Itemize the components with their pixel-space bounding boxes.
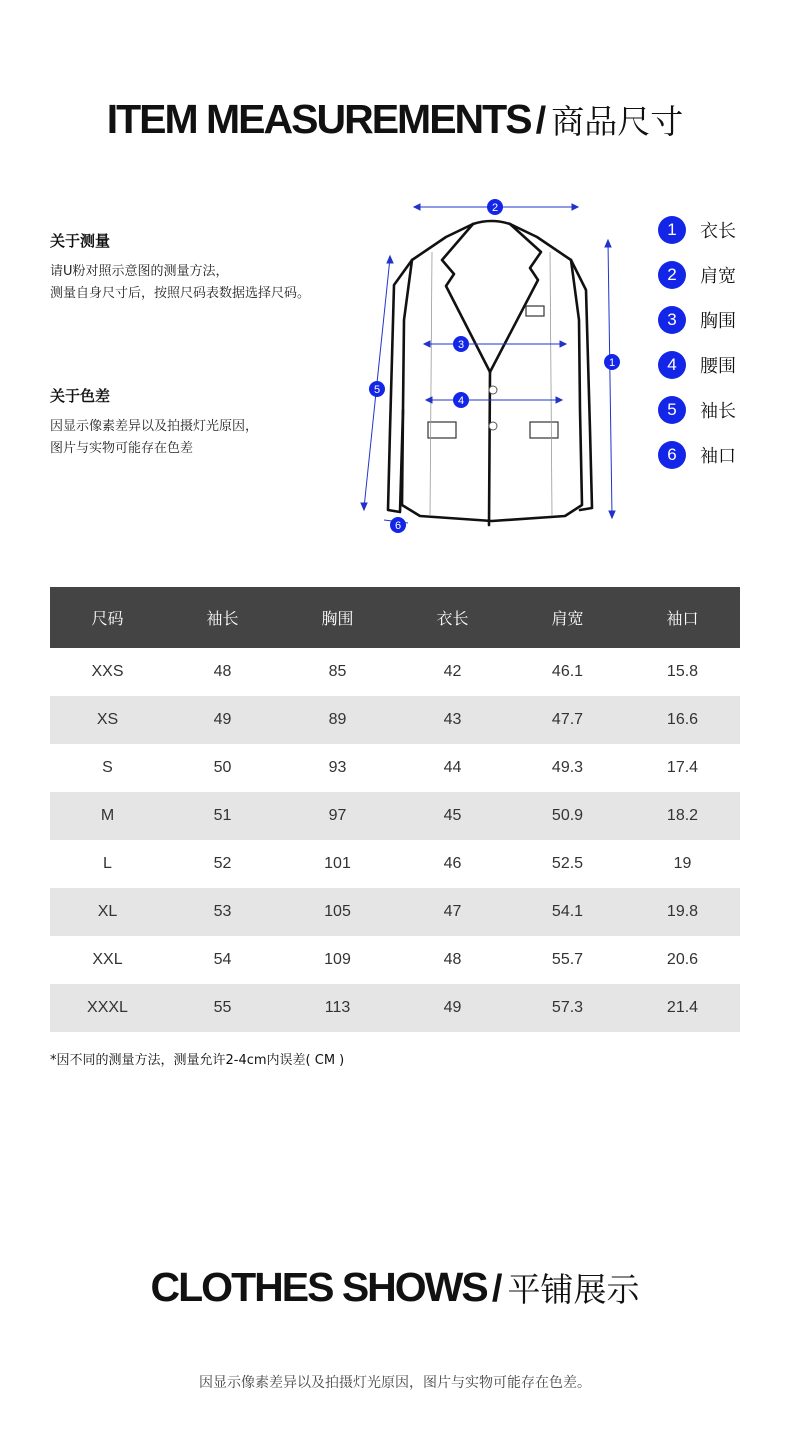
page-title-cn: 商品尺寸 [551, 102, 684, 141]
table-cell: XXS [91, 663, 124, 680]
table-cell: 47.7 [510, 696, 625, 744]
table-row [50, 744, 740, 792]
table-cell: 49.3 [551, 759, 584, 776]
marker-6-label: 6 [394, 520, 402, 532]
size-table [50, 587, 740, 1032]
table-cell: 97 [280, 792, 395, 840]
color-disclaimer: 因显示像素差异以及拍摄灯光原因，图片与实物可能存在色差。 [199, 1375, 591, 1391]
table-cell: 46.1 [551, 663, 584, 680]
table-cell: 50 [213, 759, 232, 776]
measurement-footnote: *因不同的测量方法，测量允许2-4cm内误差( CM ) [50, 1053, 345, 1068]
legend-number: 1 [658, 216, 686, 244]
legend-number: 3 [658, 306, 686, 334]
table-cell: XXL [92, 951, 123, 968]
marker-4-label: 4 [457, 395, 465, 407]
table-cell: 52 [213, 855, 232, 872]
legend-item [658, 207, 736, 252]
table-cell: 49 [165, 696, 280, 744]
table-cell: 57.3 [510, 984, 625, 1032]
jacket-button [489, 422, 497, 430]
jacket-front-opening [489, 372, 490, 525]
inner-seam [550, 252, 552, 516]
color-note [50, 385, 370, 460]
page-title-en: ITEM MEASUREMENTS [106, 96, 531, 142]
jacket-collar-back [473, 221, 510, 224]
table-cell: 50.9 [510, 792, 625, 840]
table-cell: 55.7 [551, 951, 584, 968]
section-title [0, 1264, 790, 1311]
table-cell: 105 [280, 888, 395, 936]
table-cell: 15.8 [666, 663, 699, 680]
measurement-note-line: 测量自身尺寸后，按照尺码表数据选择尺码。 [50, 286, 311, 301]
inner-seam [430, 252, 432, 516]
table-cell: 54 [213, 951, 232, 968]
table-cell: 43 [395, 696, 510, 744]
table-cell: 54.1 [510, 888, 625, 936]
table-cell: S [102, 759, 113, 776]
table-row [50, 696, 740, 744]
legend-number: 5 [658, 396, 686, 424]
table-cell: 45 [395, 792, 510, 840]
legend-item [658, 297, 736, 342]
table-cell: 55 [165, 984, 280, 1032]
measurement-legend [658, 207, 736, 477]
column-header: 胸围 [280, 587, 395, 648]
table-cell: 53 [165, 888, 280, 936]
table-cell: 89 [280, 696, 395, 744]
table-row [50, 840, 740, 888]
table-cell: 51 [165, 792, 280, 840]
table-cell: 42 [443, 663, 462, 680]
table-cell: XL [50, 888, 165, 936]
table-cell: 46 [443, 855, 462, 872]
table-cell: 48 [213, 663, 232, 680]
table-cell: 85 [328, 663, 347, 680]
table-cell: M [50, 792, 165, 840]
legend-label: 肩宽 [700, 265, 736, 287]
table-cell: 16.6 [625, 696, 740, 744]
section-title-separator: / [491, 1268, 503, 1310]
measurement-note [50, 230, 370, 305]
page-title-separator: / [535, 100, 547, 142]
legend-number: 2 [658, 261, 686, 289]
color-note-line: 因显示像素差异以及拍摄灯光原因， [50, 419, 259, 434]
column-header: 袖口 [625, 587, 740, 648]
legend-item [658, 387, 736, 432]
body-length-guide [608, 242, 612, 516]
column-header: 衣长 [395, 587, 510, 648]
table-cell: 18.2 [625, 792, 740, 840]
table-cell: L [103, 855, 112, 872]
jacket-button [489, 386, 497, 394]
table-cell: XS [50, 696, 165, 744]
color-note-line: 图片与实物可能存在色差 [50, 441, 194, 456]
legend-label: 胸围 [700, 310, 736, 332]
table-cell: 113 [280, 984, 395, 1032]
table-row [50, 792, 740, 840]
jacket-body-outline [402, 224, 582, 521]
table-cell: 109 [324, 951, 351, 968]
column-header: 肩宽 [510, 587, 625, 648]
table-cell: 48 [443, 951, 462, 968]
jacket-right-lapel [490, 224, 541, 372]
legend-label: 腰围 [700, 355, 736, 377]
column-header: 袖长 [165, 587, 280, 648]
legend-item [658, 432, 736, 477]
table-cell: 49 [395, 984, 510, 1032]
marker-1-label: 1 [608, 357, 616, 369]
legend-item [658, 252, 736, 297]
table-cell: 101 [324, 855, 351, 872]
marker-2-label: 2 [491, 202, 499, 214]
table-row [50, 936, 740, 984]
table-cell: 93 [328, 759, 347, 776]
legend-label: 衣长 [700, 220, 736, 242]
legend-label: 袖口 [700, 445, 736, 467]
section-title-cn: 平铺展示 [507, 1270, 640, 1309]
table-row [50, 984, 740, 1032]
legend-item [658, 342, 736, 387]
jacket-left-sleeve [388, 260, 412, 512]
marker-3-label: 3 [457, 339, 465, 351]
blazer-outline-icon [350, 190, 640, 540]
table-cell: 17.4 [666, 759, 699, 776]
chest-pocket [526, 306, 544, 316]
legend-label: 袖长 [700, 400, 736, 422]
measurement-note-heading: 关于测量 [50, 232, 111, 250]
legend-number: 6 [658, 441, 686, 469]
marker-5-label: 5 [373, 384, 381, 396]
column-header: 尺码 [50, 587, 165, 648]
table-cell: 52.5 [551, 855, 584, 872]
table-cell: 19 [673, 855, 692, 872]
table-cell: 20.6 [666, 951, 699, 968]
legend-number: 4 [658, 351, 686, 379]
measurement-note-line: 请U粉对照示意图的测量方法， [50, 264, 229, 279]
table-cell: 19.8 [625, 888, 740, 936]
table-row [50, 888, 740, 936]
section-title-en: CLOTHES SHOWS [150, 1264, 487, 1310]
right-pocket [530, 422, 558, 438]
left-pocket [428, 422, 456, 438]
table-cell: 21.4 [625, 984, 740, 1032]
page-title [0, 96, 790, 143]
table-cell: 47 [395, 888, 510, 936]
table-cell: 44 [443, 759, 462, 776]
color-note-heading: 关于色差 [50, 387, 111, 405]
table-cell: XXXL [50, 984, 165, 1032]
table-header-row [50, 587, 740, 648]
table-row [50, 648, 740, 696]
